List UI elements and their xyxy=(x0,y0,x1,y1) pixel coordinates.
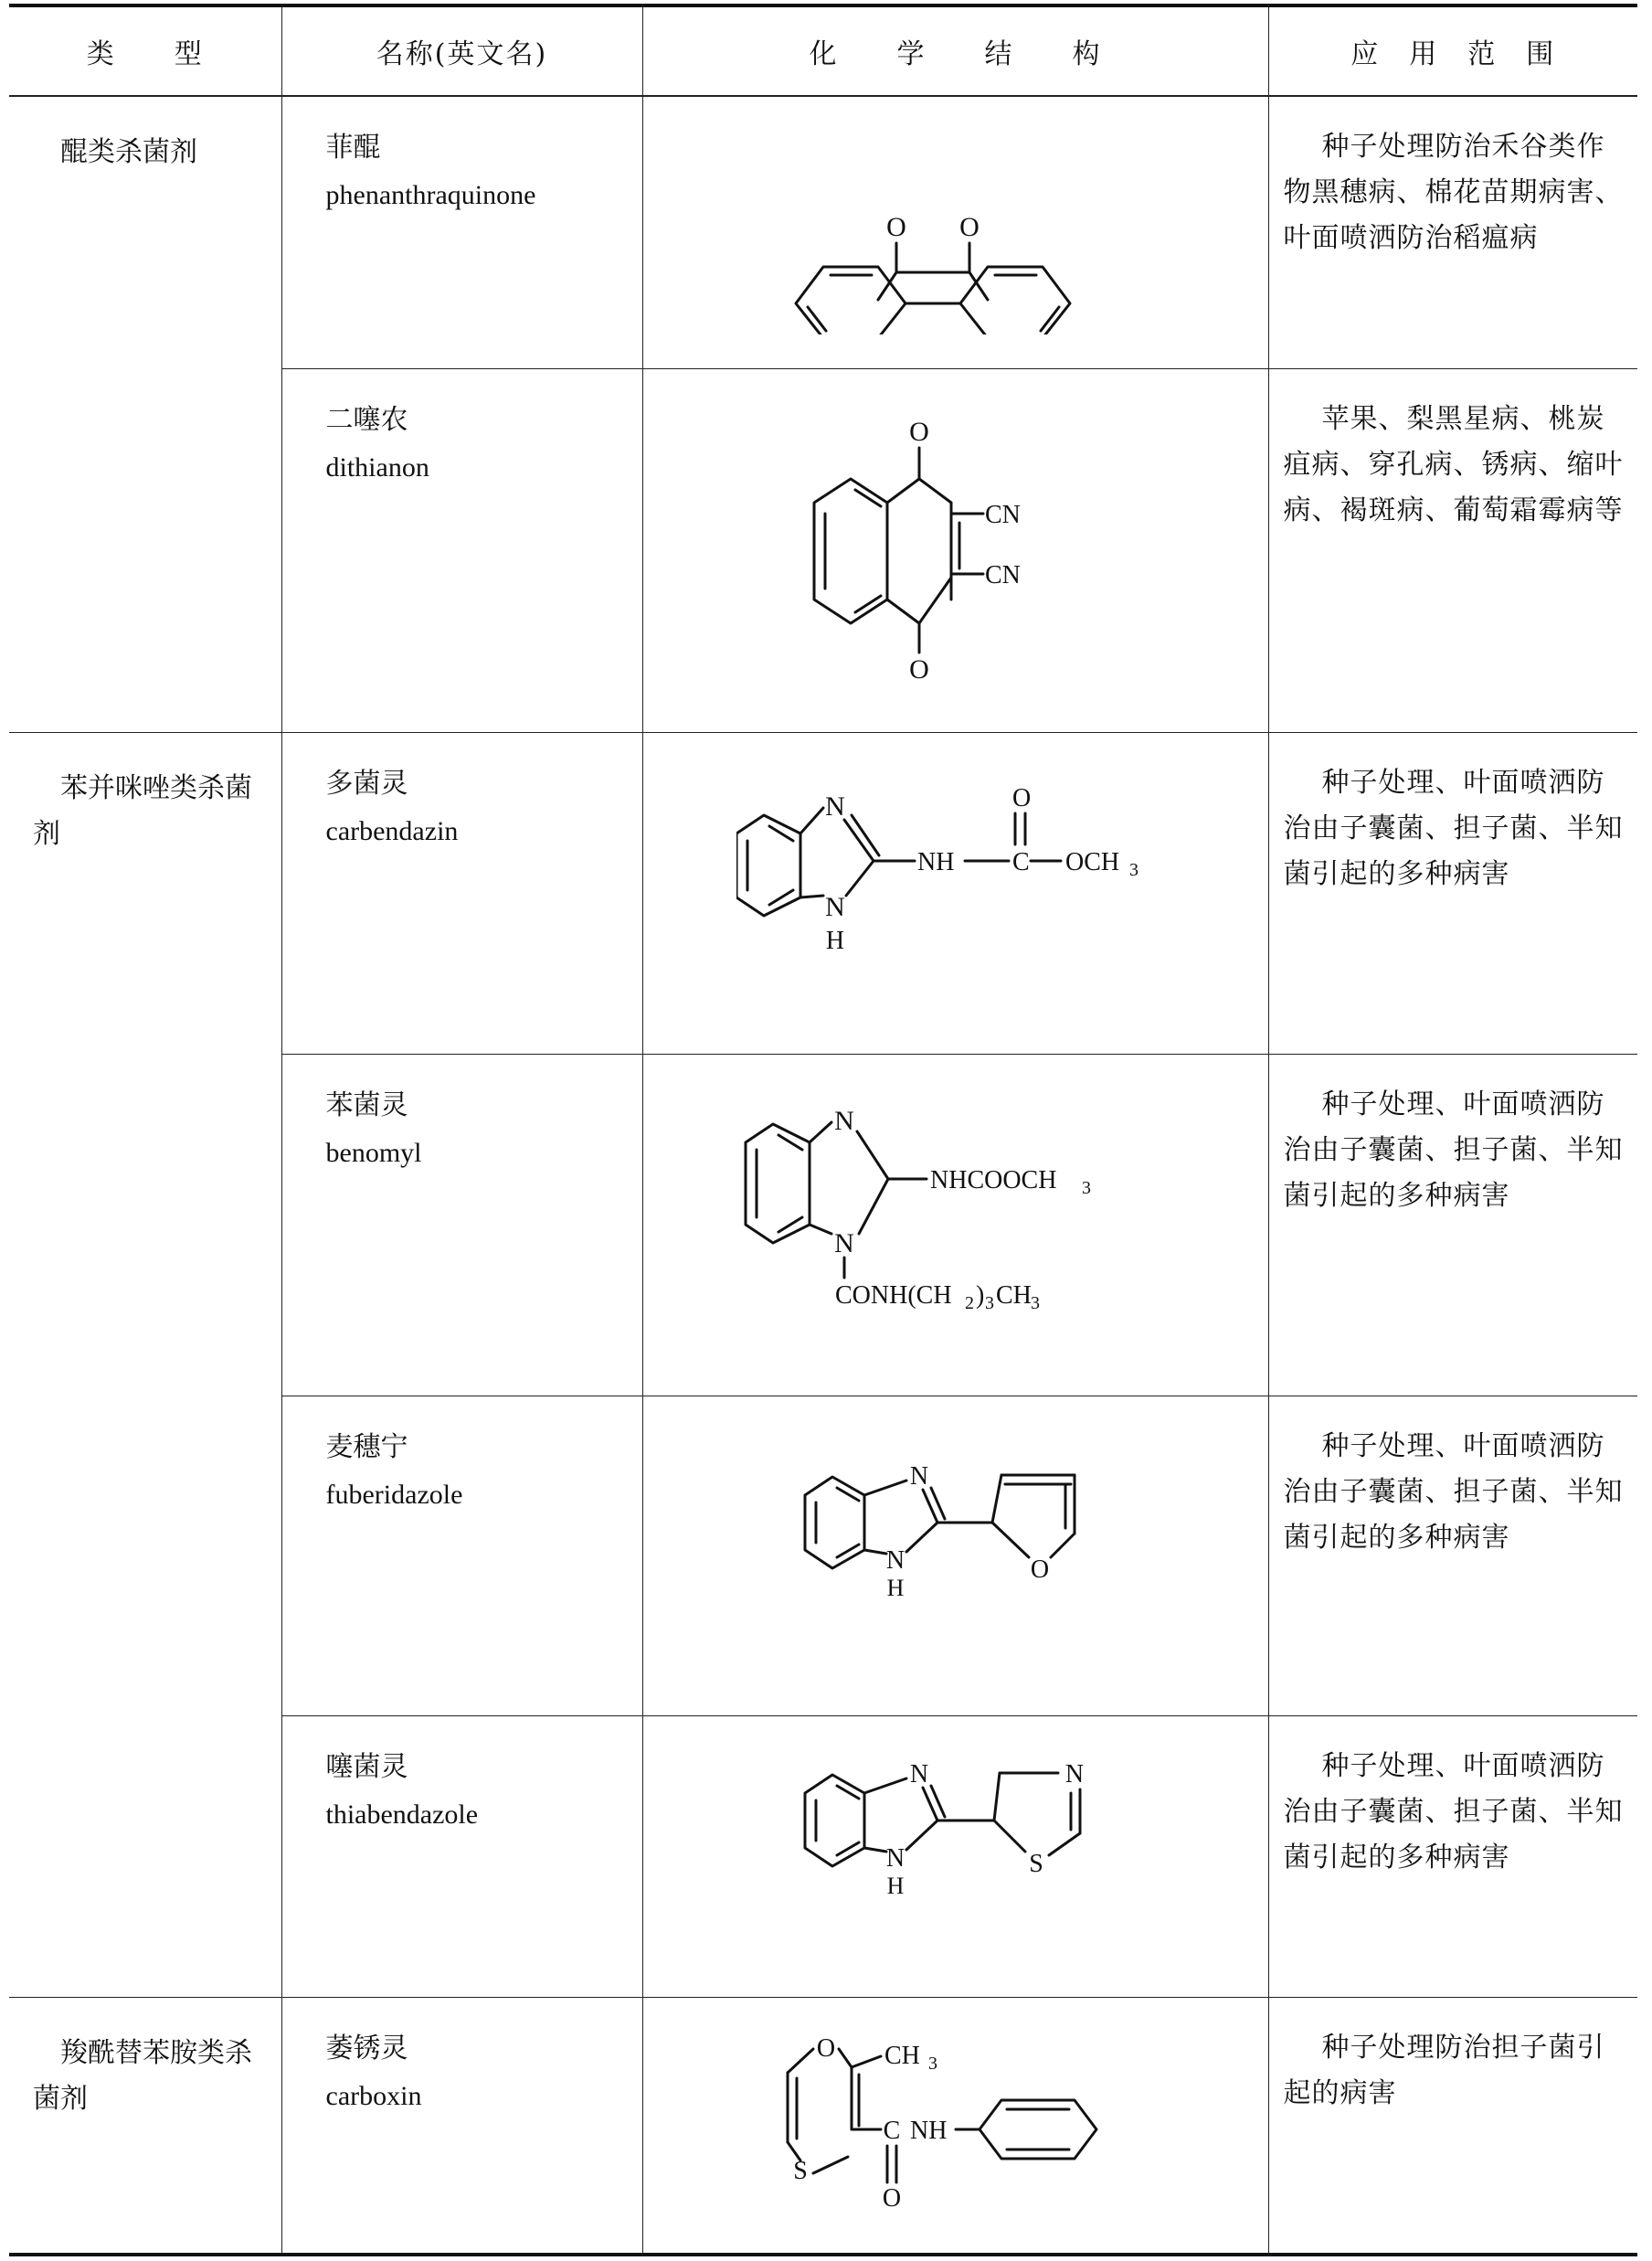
atom-label: N xyxy=(909,1759,928,1789)
application-cell xyxy=(1268,368,1637,732)
atom-label: H xyxy=(886,1872,904,1899)
header-application: 应 用 范 围 xyxy=(1268,5,1637,96)
atom-label: 3 xyxy=(1081,1177,1091,1198)
atom-label: NHCOOCH xyxy=(929,1165,1056,1194)
structure-cell xyxy=(642,1715,1268,1997)
atom-label: O xyxy=(882,2183,901,2213)
type-label: 醌类杀菌剂 xyxy=(60,136,197,168)
structure-cell xyxy=(642,96,1268,368)
atom-label: N xyxy=(909,1461,928,1491)
application-text: 种子处理、叶面喷洒防治由子囊菌、担子菌、半知菌引起的多种病害 xyxy=(1283,1429,1624,1554)
atom-label: C xyxy=(1011,847,1030,876)
type-cell xyxy=(9,1997,281,2255)
type-label: 苯并咪唑类杀菌剂 xyxy=(33,771,252,850)
application-text: 种子处理防治担子菌引起的病害 xyxy=(1283,2031,1605,2109)
name-en: fuberidazole xyxy=(325,1479,463,1510)
name-cn: 苯菌灵 xyxy=(325,1088,408,1121)
atom-label: NH xyxy=(916,847,954,876)
header-type: 类 型 xyxy=(9,5,281,96)
header-structure: 化 学 结 构 xyxy=(642,5,1268,96)
atom-label: CH xyxy=(995,1280,1032,1310)
application-cell xyxy=(1268,732,1637,1054)
atom-label: O xyxy=(958,212,980,242)
atom-label: S xyxy=(792,2156,808,2185)
application-text: 种子处理、叶面喷洒防治由子囊菌、担子菌、半知菌引起的多种病害 xyxy=(1283,766,1624,890)
application-cell xyxy=(1268,1396,1637,1715)
thiabendazole-structure xyxy=(800,1747,1111,1930)
atom-label: CONH(CH xyxy=(834,1280,952,1310)
type-cell xyxy=(9,732,281,1997)
atom-label: 3 xyxy=(1128,859,1138,880)
atom-label: N xyxy=(885,1545,905,1575)
type-label: 羧酰替苯胺类杀菌剂 xyxy=(33,2036,252,2115)
atom-label: 2 xyxy=(964,1292,974,1313)
dithianon-structure xyxy=(773,395,1138,706)
name-cn: 二噻农 xyxy=(325,403,408,436)
name-en: dithianon xyxy=(325,451,429,483)
atom-label: N xyxy=(833,1227,854,1258)
name-cell xyxy=(281,96,642,368)
name-en: carboxin xyxy=(325,2080,422,2111)
atom-label: 3 xyxy=(984,1292,994,1313)
header-row xyxy=(9,5,1637,96)
atom-label: C xyxy=(883,2116,900,2145)
atom-label: N xyxy=(824,891,845,922)
name-cell xyxy=(281,732,642,1054)
application-text: 种子处理防治禾谷类作物黑穗病、棉花苗期病害、叶面喷洒防治稻瘟病 xyxy=(1283,131,1624,254)
structure-cell xyxy=(642,732,1268,1054)
atom-label: N xyxy=(885,1843,905,1873)
table-row xyxy=(9,732,1637,1054)
atom-label: N xyxy=(824,791,845,822)
name-cn: 萎锈灵 xyxy=(325,2032,408,2065)
atom-label: N xyxy=(1064,1759,1084,1789)
structure-cell xyxy=(642,368,1268,732)
atom-label: 3 xyxy=(927,2053,937,2074)
application-cell xyxy=(1268,1054,1637,1396)
table-row xyxy=(9,96,1637,368)
table-row xyxy=(9,1997,1637,2255)
name-cn: 多菌灵 xyxy=(325,767,408,800)
fuberidazole-structure xyxy=(800,1449,1111,1651)
atom-label: CN xyxy=(984,500,1021,529)
carboxin-structure xyxy=(764,2023,1148,2243)
application-cell xyxy=(1268,1715,1637,1997)
application-cell xyxy=(1268,96,1637,368)
atom-label: S xyxy=(1028,1849,1043,1878)
name-cn: 噻菌灵 xyxy=(325,1750,408,1783)
name-en: thiabendazole xyxy=(325,1799,479,1830)
header-name: 名称(英文名) xyxy=(281,5,642,96)
atom-label: CN xyxy=(984,560,1021,589)
benomyl-structure xyxy=(736,1088,1175,1362)
fungicide-table xyxy=(9,4,1637,2256)
carbendazin-structure xyxy=(736,770,1175,989)
atom-label: O xyxy=(816,2033,835,2063)
atom-label: NH xyxy=(909,2116,947,2145)
atom-label: H xyxy=(886,1574,904,1601)
name-cn: 菲醌 xyxy=(325,132,381,164)
phenanthraquinone-structure xyxy=(773,97,1138,334)
atom-label: O xyxy=(1011,783,1031,812)
name-cell xyxy=(281,1997,642,2255)
atom-label: O xyxy=(885,212,906,242)
name-cell xyxy=(281,1715,642,1997)
atom-label: N xyxy=(833,1105,854,1136)
atom-label: 3 xyxy=(1030,1292,1040,1313)
structure-cell xyxy=(642,1997,1268,2255)
name-en: benomyl xyxy=(325,1137,422,1168)
name-en: carbendazin xyxy=(325,815,459,846)
name-cell xyxy=(281,1054,642,1396)
application-text: 种子处理、叶面喷洒防治由子囊菌、担子菌、半知菌引起的多种病害 xyxy=(1283,1749,1624,1874)
name-cell xyxy=(281,1396,642,1715)
application-text: 种子处理、叶面喷洒防治由子囊菌、担子菌、半知菌引起的多种病害 xyxy=(1283,1088,1624,1212)
application-text: 苹果、梨黑星病、桃炭疽病、穿孔病、锈病、缩叶病、褐斑病、葡萄霜霉病等 xyxy=(1283,402,1624,526)
structure-cell xyxy=(642,1054,1268,1396)
structure-cell xyxy=(642,1396,1268,1715)
atom-label: H xyxy=(825,926,844,955)
atom-label: ) xyxy=(975,1280,984,1310)
application-cell xyxy=(1268,1997,1637,2255)
atom-label: O xyxy=(908,653,929,685)
atom-label: O xyxy=(1030,1555,1049,1584)
atom-label: CH xyxy=(884,2041,920,2070)
name-cn: 麦穗宁 xyxy=(325,1430,408,1463)
name-cell xyxy=(281,368,642,732)
type-cell xyxy=(9,96,281,732)
atom-label: OCH xyxy=(1064,847,1119,876)
atom-label: O xyxy=(908,416,929,447)
name-en: phenanthraquinone xyxy=(325,180,536,210)
